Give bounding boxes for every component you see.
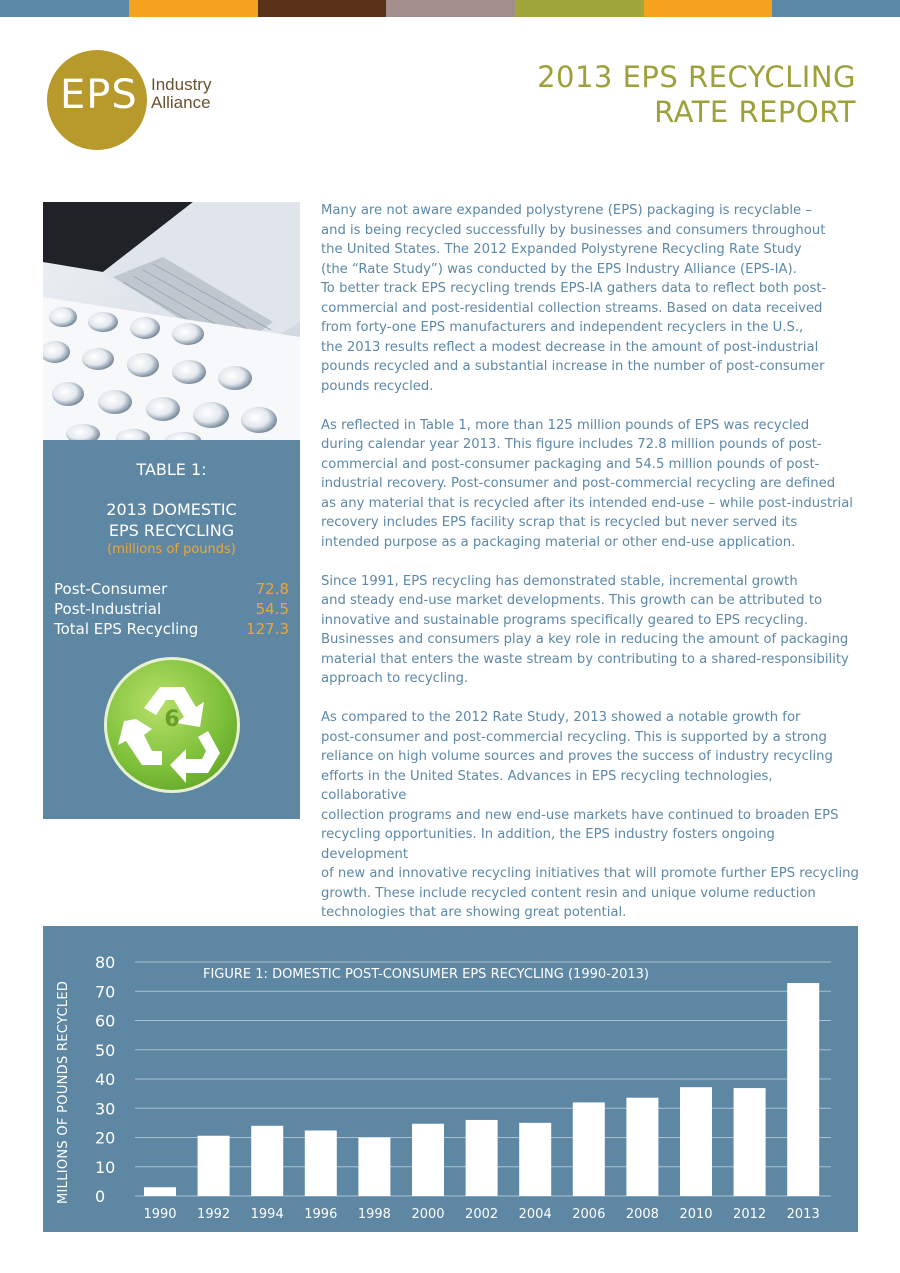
- table-unit: (millions of pounds): [107, 542, 236, 557]
- y-tick-label: 70: [95, 982, 116, 1002]
- color-band-segment: [644, 0, 772, 17]
- bar: [573, 1102, 605, 1196]
- paragraph: Many are not aware expanded polystyrene (EPS) packaging is recyclable – and is being recycled successfully by businesses and consumers throughout the United States. The 2012 Expanded Polystyrene Recycling Rate Study (the “Rate Study”) was conducted by the EPS Industry Alliance (EPS-IA). To better track EPS recycling trends EPS-IA gathers data to reflect both post- commercial and post-residential collection streams. Based on data received from forty-one EPS manufacturers and independent recyclers in the U.S., the 2013 results reflect a modest decrease in the amount of post-industrial pounds recycled and a substantial increase in the number of post-consumer pounds recycled.: [321, 203, 827, 394]
- x-tick-label: 1992: [197, 1207, 231, 1222]
- y-tick-label: 60: [95, 1011, 116, 1031]
- table-label: TABLE 1:: [136, 460, 207, 479]
- page-title: 2013 EPS RECYCLING RATE REPORT: [537, 60, 856, 129]
- bar: [305, 1130, 337, 1196]
- table-sidebar: [43, 202, 300, 819]
- recycling-badge: [104, 657, 240, 793]
- eps-logo: [47, 50, 247, 150]
- table-row: [54, 600, 289, 620]
- chart-title: FIGURE 1: DOMESTIC POST-CONSUMER EPS RECYCLING (1990-2013): [203, 967, 649, 982]
- color-band: [0, 0, 900, 17]
- table-row: [54, 580, 289, 600]
- bar: [787, 983, 819, 1196]
- x-tick-label: 2010: [679, 1207, 713, 1222]
- color-band-segment: [129, 0, 258, 17]
- row-label: Total EPS Recycling: [54, 620, 199, 638]
- row-value: 72.8: [255, 580, 289, 598]
- resin-code-number: 6: [164, 707, 180, 732]
- color-band-segment: [386, 0, 515, 17]
- x-tick-label: 1998: [357, 1207, 391, 1222]
- x-tick-label: 2008: [625, 1207, 659, 1222]
- row-value: 127.3: [246, 620, 289, 638]
- bar: [466, 1120, 498, 1196]
- logo-name: Industry Alliance: [151, 75, 212, 112]
- bar: [680, 1087, 712, 1196]
- y-tick-label: 50: [95, 1040, 116, 1060]
- row-value: 54.5: [255, 600, 289, 618]
- table-rows: [54, 580, 289, 640]
- laptop-photo: [43, 202, 300, 440]
- y-tick-label: 80: [95, 953, 116, 972]
- bar: [198, 1136, 230, 1196]
- x-tick-label: 1994: [250, 1207, 284, 1222]
- bar: [519, 1123, 551, 1196]
- row-label: Post-Consumer: [54, 580, 168, 598]
- recycling-chart: [43, 926, 858, 1232]
- color-band-segment: [258, 0, 386, 17]
- y-tick-label: 20: [95, 1128, 116, 1148]
- x-tick-label: 2004: [518, 1207, 552, 1222]
- x-tick-label: 2000: [411, 1207, 445, 1222]
- paragraph: As reflected in Table 1, more than 125 million pounds of EPS was recycled during calendar year 2013. This figure includes 72.8 million pounds of post- commercial and post-consumer packaging and 54.5 million pounds of post- industrial recovery. Post-consumer and post-commercial recycling are defined as any material that is recycled after its intended end-use – while post-industrial recovery includes EPS facility scrap that is recycled but never served its intended purpose as a packaging material or other end-use application.: [321, 417, 853, 550]
- y-tick-label: 40: [95, 1070, 116, 1089]
- color-band-segment: [515, 0, 644, 17]
- paragraph: As compared to the 2012 Rate Study, 2013 showed a notable growth for post-consumer and post-commercial recycling. This is supported by a strong reliance on high volume sources and proves the success of industry recycling efforts in the United States. Advances in EPS recycling technologies, collaborative collection programs and new end-use markets have continued to broaden EPS recycling opportunities. In addition, the EPS industry fosters ongoing development of new and innovative recycling initiatives that will promote further EPS recycling growth. These include recycled content resin and unique volume reduction technologies that are showing great potential.: [321, 710, 859, 920]
- laptop-photo-illustration: [43, 202, 300, 440]
- table-row: [54, 620, 289, 640]
- y-tick-label: 30: [95, 1099, 116, 1119]
- y-tick-label: 0: [95, 1187, 106, 1206]
- bar: [412, 1124, 444, 1196]
- x-tick-label: 2013: [786, 1207, 820, 1222]
- x-tick-label: 2012: [733, 1207, 767, 1222]
- y-tick-label: 10: [95, 1157, 116, 1177]
- x-tick-label: 2006: [572, 1207, 606, 1222]
- bar: [626, 1098, 658, 1196]
- color-band-segment: [0, 0, 129, 17]
- chart-ylabel: MILLIONS OF POUNDS RECYCLED: [56, 980, 71, 1204]
- bar: [734, 1088, 766, 1196]
- row-label: Post-Industrial: [54, 600, 162, 618]
- x-tick-label: 2002: [465, 1207, 499, 1222]
- body-text: [321, 201, 861, 942]
- x-tick-label: 1996: [304, 1207, 338, 1222]
- logo-abbr: EPS: [60, 72, 138, 118]
- paragraph: Since 1991, EPS recycling has demonstrated stable, incremental growth and steady end-use market developments. This growth can be attributed to innovative and sustainable programs specifically geared to EPS recycling. Businesses and consumers play a key role in reducing the amount of packaging material that enters the waste stream by contributing to a shared-responsibility approach to recycling.: [321, 573, 849, 686]
- bar: [358, 1138, 390, 1197]
- table-title: 2013 DOMESTIC EPS RECYCLING: [106, 500, 237, 540]
- bar: [251, 1126, 283, 1196]
- x-tick-label: 1990: [143, 1207, 177, 1222]
- bar: [144, 1187, 176, 1196]
- color-band-segment: [772, 0, 900, 17]
